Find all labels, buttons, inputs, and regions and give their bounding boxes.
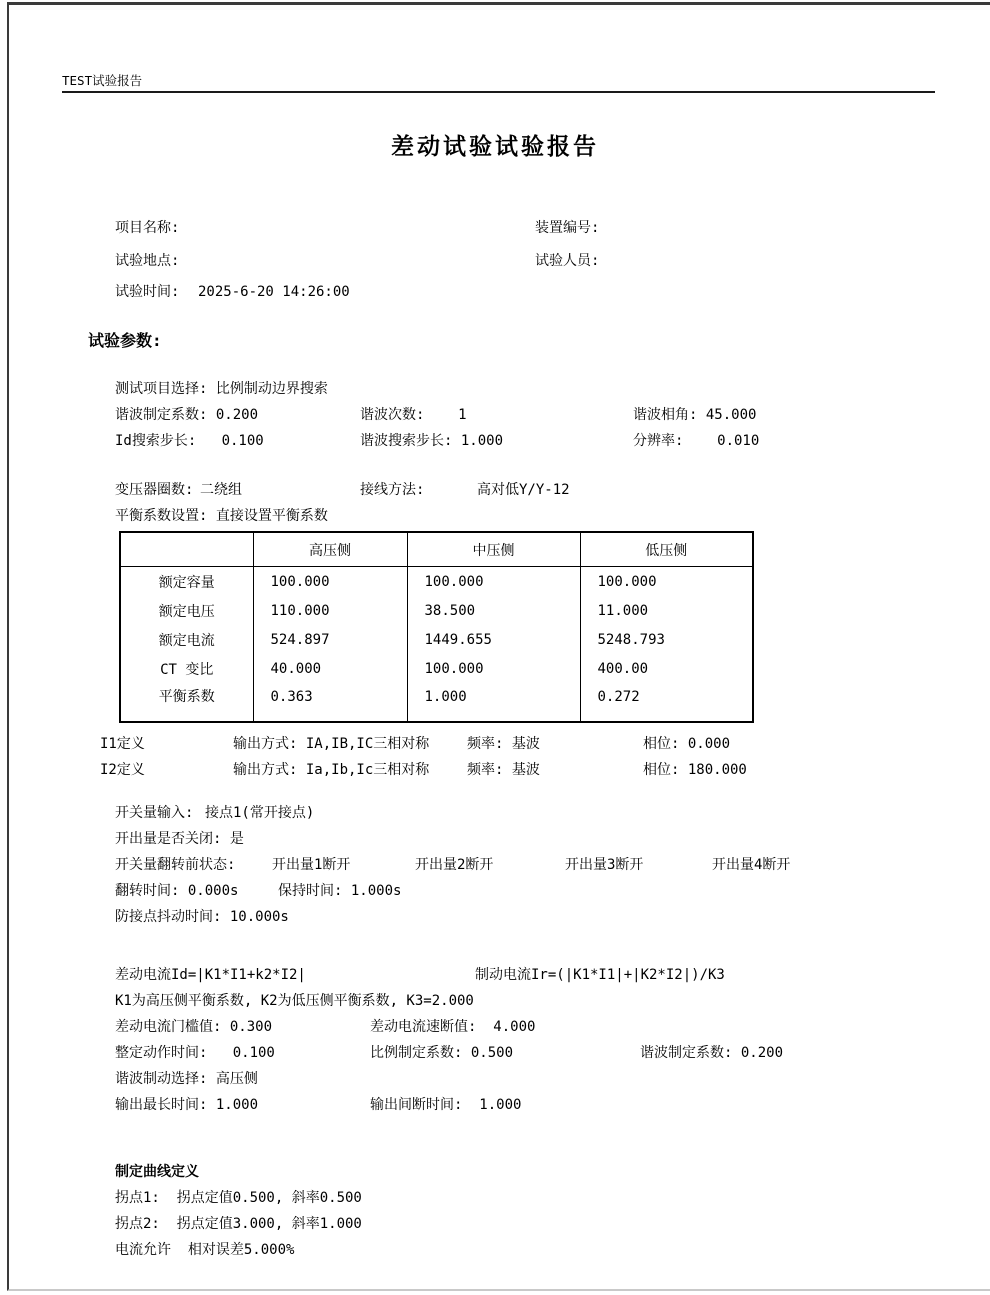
- harmonic-brake-selection: 谐波制动选择: 高压侧: [115, 1071, 258, 1087]
- corner-cell: [120, 532, 253, 567]
- output1-state: 开出量1断开: [272, 857, 351, 873]
- column-header-low-side: 低压侧: [580, 532, 753, 567]
- device-number-label: 装置编号:: [535, 220, 600, 236]
- header-rule: [62, 91, 935, 93]
- id-search-step: Id搜索步长: 0.100: [115, 433, 264, 449]
- i2-definition-label: I2定义: [100, 762, 145, 778]
- row-label-balance-coefficient: 平衡系数: [120, 683, 253, 722]
- set-action-time: 整定动作时间: 0.100: [115, 1045, 275, 1061]
- cell-value: 0.363: [253, 683, 407, 722]
- table-row: [120, 596, 753, 625]
- differential-quick-break: 差动电流速断值: 4.000: [370, 1019, 536, 1035]
- debounce-time: 防接点抖动时间: 10.000s: [115, 909, 289, 925]
- i1-phase: 相位: 0.000: [643, 736, 731, 752]
- table-row: [120, 567, 753, 597]
- i2-output-mode: 输出方式: Ia,Ib,Ic三相对称: [233, 762, 430, 778]
- knee-point-2: 拐点2: 拐点定值3.000, 斜率1.000: [115, 1216, 362, 1232]
- switch-input-value: 接点1(常开接点): [205, 805, 315, 821]
- output-gap-time: 输出间断时间: 1.000: [370, 1097, 522, 1113]
- row-label-ct-ratio: CT 变比: [120, 654, 253, 683]
- cell-value: 5248.793: [580, 625, 753, 654]
- row-label-rated-voltage: 额定电压: [120, 596, 253, 625]
- harmonic-restraint-coefficient: 谐波制定系数: 0.200: [640, 1045, 784, 1061]
- switch-input-label: 开关量输入:: [115, 805, 194, 821]
- i2-phase: 相位: 180.000: [643, 762, 747, 778]
- i1-output-mode: 输出方式: IA,IB,IC三相对称: [233, 736, 430, 752]
- harmonic-search-step: 谐波搜索步长: 1.000: [360, 433, 504, 449]
- i1-definition-label: I1定义: [100, 736, 145, 752]
- cell-value: 1.000: [407, 683, 580, 722]
- cell-value: 40.000: [253, 654, 407, 683]
- table-row: [120, 625, 753, 654]
- harmonic-coefficient: 谐波制定系数: 0.200: [115, 407, 259, 423]
- cell-value: 100.000: [253, 567, 407, 597]
- cell-value: 1449.655: [407, 625, 580, 654]
- cell-value: 524.897: [253, 625, 407, 654]
- i1-frequency: 频率: 基波: [467, 736, 540, 752]
- report-title: 差动试验试验报告: [391, 134, 599, 160]
- k-coefficients-note: K1为高压侧平衡系数, K2为低压侧平衡系数, K3=2.000: [115, 993, 474, 1009]
- current-tolerance: 电流允许 相对误差5.000%: [115, 1242, 295, 1258]
- cell-value: 11.000: [580, 596, 753, 625]
- differential-current-formula: 差动电流Id=|K1*I1+k2*I2|: [115, 967, 306, 983]
- output2-state: 开出量2断开: [415, 857, 494, 873]
- differential-threshold: 差动电流门槛值: 0.300: [115, 1019, 273, 1035]
- restraint-current-formula: 制动电流Ir=(|K1*I1|+|K2*I2|)/K3: [475, 967, 725, 983]
- hold-time: 保持时间: 1.000s: [278, 883, 402, 899]
- project-name-label: 项目名称:: [115, 220, 180, 236]
- balance-coefficient-setting: 平衡系数设置: 直接设置平衡系数: [115, 508, 328, 524]
- ratio-restraint-coefficient: 比例制定系数: 0.500: [370, 1045, 514, 1061]
- table-row: [120, 654, 753, 683]
- test-parameters-section-title: 试验参数:: [88, 331, 162, 350]
- knee-point-1: 拐点1: 拐点定值0.500, 斜率0.500: [115, 1190, 362, 1206]
- test-item-selection: 测试项目选择: 比例制动边界搜索: [115, 381, 328, 397]
- wiring-method-label: 接线方法:: [360, 482, 425, 498]
- resolution: 分辨率: 0.010: [633, 433, 760, 449]
- column-header-mid-side: 中压侧: [407, 532, 580, 567]
- cell-value: 110.000: [253, 596, 407, 625]
- table-row: [120, 683, 753, 722]
- winding-count-value: 二绕组: [200, 482, 242, 498]
- report-header-label: TEST试验报告: [62, 73, 143, 88]
- test-location-label: 试验地点:: [115, 253, 180, 269]
- table-header-row: [120, 532, 753, 567]
- harmonic-order: 谐波次数: 1: [360, 407, 467, 423]
- cell-value: 38.500: [407, 596, 580, 625]
- curve-definition-section-title: 制定曲线定义: [115, 1164, 199, 1180]
- cell-value: 400.00: [580, 654, 753, 683]
- output-closed-flag: 开出量是否关闭: 是: [115, 831, 244, 847]
- output4-state: 开出量4断开: [712, 857, 791, 873]
- column-header-high-side: 高压侧: [253, 532, 407, 567]
- test-personnel-label: 试验人员:: [535, 253, 600, 269]
- test-time-value: 2025-6-20 14:26:00: [198, 284, 350, 300]
- cell-value: 100.000: [407, 654, 580, 683]
- wiring-method-value: 高对低Y/Y-12: [477, 482, 570, 498]
- pre-flip-state-label: 开关量翻转前状态:: [115, 857, 236, 873]
- row-label-rated-current: 额定电流: [120, 625, 253, 654]
- flip-time: 翻转时间: 0.000s: [115, 883, 239, 899]
- max-output-time: 输出最长时间: 1.000: [115, 1097, 259, 1113]
- cell-value: 100.000: [580, 567, 753, 597]
- cell-value: 100.000: [407, 567, 580, 597]
- output3-state: 开出量3断开: [565, 857, 644, 873]
- cell-value: 0.272: [580, 683, 753, 722]
- winding-count-label: 变压器圈数:: [115, 482, 194, 498]
- i2-frequency: 频率: 基波: [467, 762, 540, 778]
- row-label-rated-capacity: 额定容量: [120, 567, 253, 597]
- harmonic-phase-angle: 谐波相角: 45.000: [633, 407, 757, 423]
- test-time-label: 试验时间:: [115, 284, 180, 300]
- transformer-parameter-table: [119, 531, 754, 723]
